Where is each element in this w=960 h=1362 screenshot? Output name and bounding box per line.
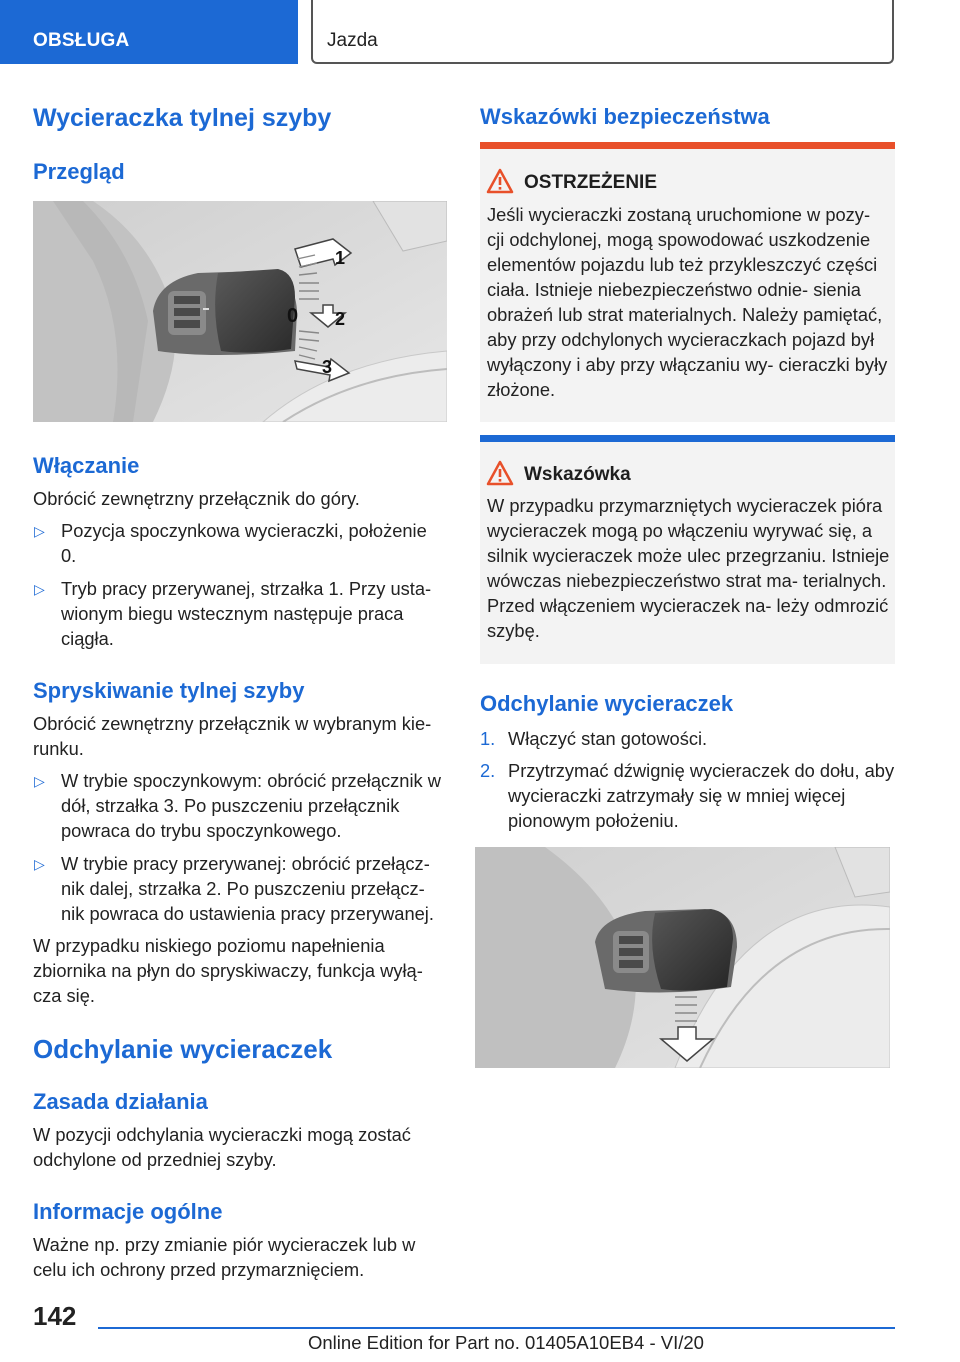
- step-number: 2.: [480, 760, 496, 781]
- notice-bar: [480, 435, 895, 442]
- bullet-triangle-icon: ▷: [34, 856, 45, 872]
- edition-text: Online Edition for Part no. 01405A10EB4 - VI/20: [308, 1332, 704, 1353]
- fig-label-3: 3: [322, 357, 333, 377]
- notice-triangle-icon: [486, 460, 514, 486]
- wiper-folding-illustration: [475, 847, 890, 1068]
- general-text: Ważne np. przy zmianie piór wycieraczek lub w celu ich ochrony przed przymarznięciem.: [33, 1234, 416, 1280]
- overview-heading: Przegląd: [33, 159, 125, 184]
- fig-label-1: 1: [335, 248, 346, 268]
- folding-title: Odchylanie wycieraczek: [33, 1034, 333, 1064]
- list-item: [480, 758, 895, 833]
- notice-title: Wskazówka: [524, 464, 631, 485]
- footer-rule: [98, 1327, 895, 1329]
- fig-label-2: 2: [335, 309, 346, 329]
- principle-text: W pozycji odchylania wycieraczki mogą zostać odchylone od przedniej szyby.: [33, 1124, 411, 1170]
- section-tab: [0, 0, 298, 64]
- bullet-triangle-icon: ▷: [34, 523, 45, 539]
- page-title: Wycieraczka tylnej szyby: [33, 104, 332, 132]
- page-number: 142: [33, 1301, 77, 1331]
- section-label: OBSŁUGA: [33, 30, 130, 51]
- wiper-switch-figure: [33, 201, 447, 422]
- switch-on-heading: Włączanie: [33, 453, 140, 478]
- step-text: Włączyć stan gotowości.: [508, 728, 708, 749]
- folding-heading: Odchylanie wycieraczek: [480, 691, 734, 716]
- chapter-label: Jazda: [327, 30, 378, 51]
- washing-heading: Spryskiwanie tylnej szyby: [33, 678, 305, 703]
- list-item: [33, 518, 447, 568]
- list-item: [480, 726, 895, 751]
- bullet-triangle-icon: ▷: [34, 773, 45, 789]
- notice-text: W przypadku przymarzniętych wycieraczek pióra wycieraczek mogą po włączeniu wyrywać się, a silnik wycieraczek może ulec przegrzaniu. Istnieje wówczas niebezpieczeństwo strat ma- terialnych. Przed włączeniem wycieraczek na- leży odmrozić szybę.: [487, 495, 890, 641]
- list-item-text: Tryb pracy przerywanej, strzałka 1. Przy usta- wionym biegu wstecznym następuje praca ciągła.: [61, 578, 432, 649]
- fig-label-0: 0: [287, 305, 299, 327]
- washing-note: W przypadku niskiego poziomu napełnienia zbiornika na płyn do spryskiwaczy, funkcja wyłą- cza się.: [33, 935, 423, 1006]
- warning-title: OSTRZEŻENIE: [524, 172, 658, 193]
- principle-heading: Zasada działania: [33, 1089, 208, 1114]
- chapter-box: [311, 0, 894, 64]
- warning-box: [480, 142, 895, 422]
- list-item: [33, 768, 447, 843]
- list-item-text: Pozycja spoczynkowa wycieraczki, położenie 0.: [61, 520, 427, 566]
- wiper-switch-illustration: [33, 201, 447, 422]
- notice-box: [480, 435, 895, 664]
- step-number: 1.: [480, 728, 496, 749]
- list-item-text: W trybie spoczynkowym: obrócić przełącznik w dół, strzałka 3. Po puszczeniu przełącznik powraca do trybu spoczynkowego.: [61, 770, 441, 841]
- list-item: [33, 851, 447, 926]
- switch-on-text: Obrócić zewnętrzny przełącznik do góry.: [33, 488, 360, 509]
- warning-text: Jeśli wycieraczki zostaną uruchomione w pozy- cji odchylonej, mogą spowodować uszkodzenie elementów pojazdu lub też przykleszczyć części ciała. Istnieje niebezpieczeństwo odnie- sienia obrażeń lub strat materialnych. Należy pamiętać, aby przy odchylonych wycieraczkach pojazd był wyłączony i aby przy włączaniu wy- cieraczki były złożone.: [487, 204, 888, 400]
- step-text: Przytrzymać dźwignię wycieraczek do dołu, aby wycieraczki zatrzymały się w mniej więcej pionowym położeniu.: [508, 760, 895, 831]
- warning-bar: [480, 142, 895, 149]
- bullet-triangle-icon: ▷: [34, 581, 45, 597]
- wiper-folding-figure: [475, 847, 890, 1068]
- list-item: [33, 576, 447, 651]
- warning-triangle-icon: [486, 168, 514, 194]
- safety-heading: Wskazówki bezpieczeństwa: [480, 104, 770, 129]
- list-item-text: W trybie pracy przerywanej: obrócić przełącz- nik dalej, strzałka 2. Po puszczeniu przełącz- nik powraca do ustawienia pracy przerywanej.: [61, 853, 434, 924]
- washing-text: Obrócić zewnętrzny przełącznik w wybranym kie- runku.: [33, 713, 432, 759]
- general-heading: Informacje ogólne: [33, 1199, 223, 1224]
